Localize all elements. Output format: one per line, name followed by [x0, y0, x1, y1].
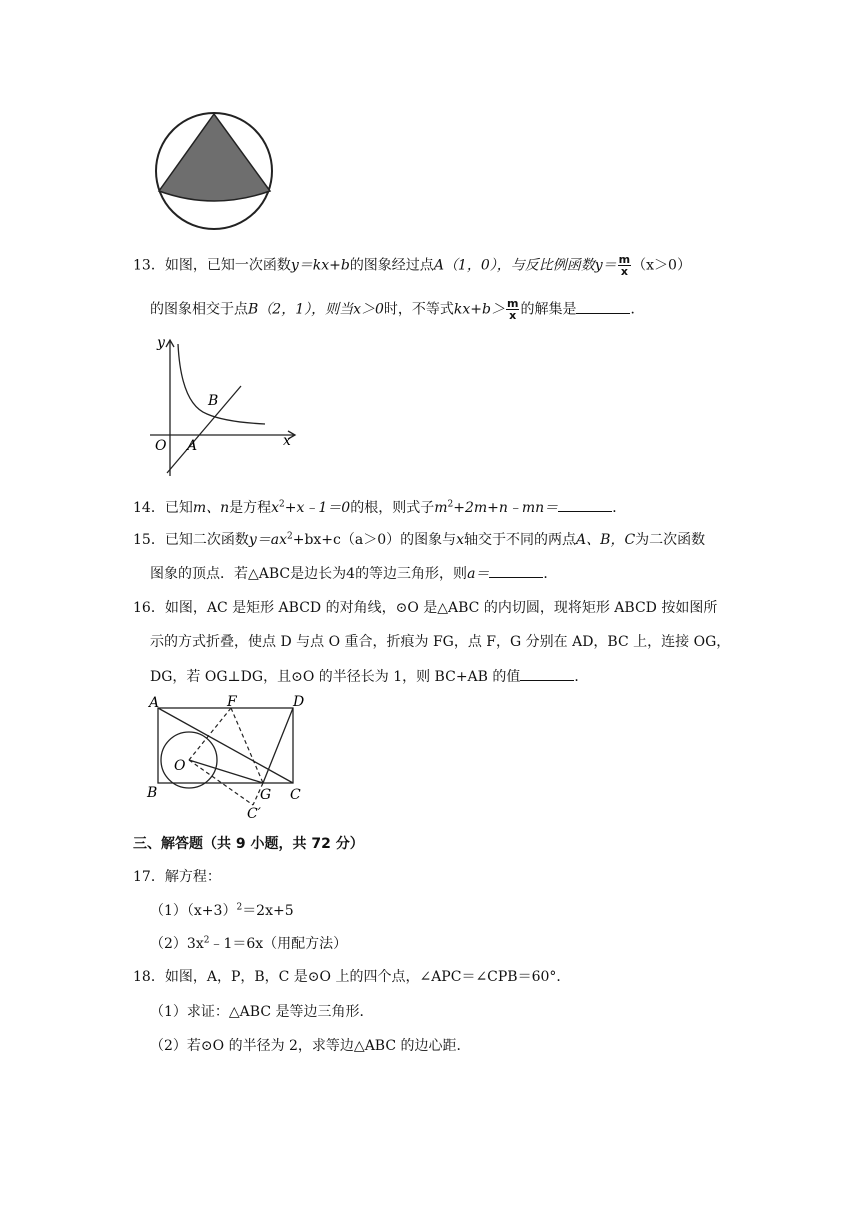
label-O: O: [174, 758, 186, 774]
answer-blank[interactable]: [558, 497, 612, 512]
q16-line2: 示的方式折叠，使点 D 与点 O 重合，折痕为 FG，点 F，G 分别在 AD，BC 上，连接 OG，: [150, 634, 731, 650]
answer-blank[interactable]: [489, 563, 543, 578]
q12-sector-figure: [150, 110, 280, 235]
q14-line: 14．已知m、n是方程$x^2+x﹣1=0$的根，则式子$m^2+2m+n﹣mn=$ ．: [133, 497, 626, 518]
q16-line3: DG，若 OG⊥DG，且⊙O 的半径长为 1，则 BC+AB 的值 ．: [150, 666, 588, 687]
label-C: C: [290, 787, 301, 803]
label-B: B: [147, 785, 158, 801]
q18-part2: （2）若⊙O 的半径为 2，求等边△ABC 的边心距．: [150, 1038, 471, 1054]
answer-blank[interactable]: [520, 666, 574, 681]
q18-part1: （1）求证：△ABC 是等边三角形．: [150, 1004, 374, 1020]
q18-stem: 18．如图，A，P，B，C 是⊙O 上的四个点，∠APC＝∠CPB＝60°．: [133, 969, 571, 985]
segment-og: [189, 760, 263, 783]
fraction-m-over-x: $\frac{m}{x}$: [618, 253, 631, 278]
q15-line1: 15．已知二次函数$y=ax^2+bx+c(a>0)$的图象与x轴交于不同的两点A、B，C为二次函数: [133, 531, 706, 548]
label-G: G: [260, 787, 272, 803]
label-D: D: [293, 694, 305, 710]
segment-dg: [263, 708, 293, 783]
linear-function-line: [167, 386, 241, 473]
q13-line2: 的图象相交于点B（2，1），则当x＞0时，不等式kx+b＞ $\frac{m}{x}$ 的解集是 ．: [150, 297, 645, 322]
label-B: B: [208, 393, 219, 409]
label-A: A: [187, 438, 198, 454]
label-C-prime: C′: [247, 806, 261, 822]
label-O: O: [155, 438, 167, 454]
q13-graph-figure: [145, 336, 300, 481]
fraction-m-over-x-2: $\frac{m}{x}$: [507, 297, 519, 322]
q17-part1: $(1)(x+3)^2=2x+5$: [150, 902, 294, 919]
q13-line1: 13．如图，已知一次函数y＝kx+b的图象经过点A（1，0），与反比例函数y＝ $\frac{m}{x}$ （x＞0）: [133, 253, 691, 278]
q13-number: 13．: [133, 257, 165, 274]
label-x: x: [283, 433, 291, 449]
fold-line-fg: [231, 708, 263, 783]
q16-rectangle-fold-figure: [143, 693, 318, 823]
hyperbola-curve: [178, 344, 265, 424]
answer-blank[interactable]: [576, 299, 630, 314]
q16-line1: 16．如图，AC 是矩形 ABCD 的对角线，⊙O 是△ABC 的内切圆，现将矩形 ABCD 按如图所: [133, 600, 718, 616]
q17-title: 17．解方程：: [133, 869, 221, 885]
label-y: y: [157, 336, 165, 351]
q17-part2: $(2)3x^2﹣1=6x$（用配方法）: [150, 935, 348, 952]
section-three-heading: 三、解答题（共 9 小题，共 72 分）: [133, 836, 364, 852]
label-A: A: [149, 695, 160, 711]
label-F: F: [227, 694, 237, 710]
q15-line2: 图象的顶点．若△ABC是边长为4的等边三角形，则a＝ ．: [150, 563, 557, 584]
